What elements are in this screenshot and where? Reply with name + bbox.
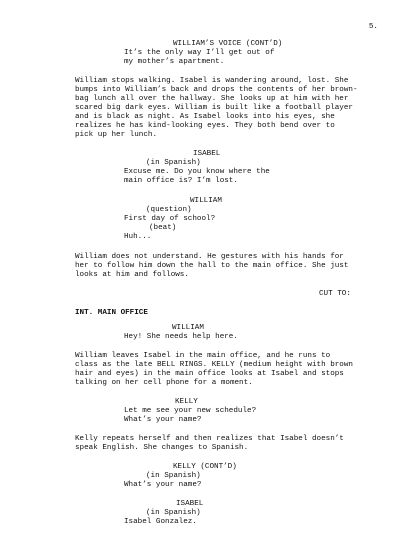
action-line: pick up her lunch. [75, 131, 158, 139]
action-line: bag lunch all over the hallway. She looks up at him with her [75, 95, 349, 103]
dialogue-line: Huh... [124, 233, 152, 241]
parenthetical: (in Spanish) [146, 159, 201, 167]
page-number: 5. [368, 23, 378, 31]
action-line: bumps into William’s back and drops the contents of her brown- [75, 86, 358, 94]
action-line: William leaves Isabel in the main office, and he runs to [75, 352, 331, 360]
character-cue: ISABEL [193, 150, 221, 158]
character-cue: ISABEL [176, 500, 204, 508]
dialogue-line: What’s your name? [124, 481, 202, 489]
dialogue-line: It’s the only way I’ll get out of [124, 49, 275, 57]
action-line: and is black as night. As Isabel looks into his eyes, she [75, 113, 335, 121]
character-cue: KELLY (CONT’D) [173, 463, 237, 471]
action-line: scared big dark eyes. William is built like a football player [75, 104, 353, 112]
action-line: William does not understand. He gestures with his hands for [75, 253, 344, 261]
parenthetical: (beat) [149, 224, 177, 232]
action-line: William stops walking. Isabel is wandering around, lost. She [75, 77, 349, 85]
dialogue-line: What’s your name? [124, 416, 202, 424]
character-cue: WILLIAM’S VOICE (CONT’D) [173, 40, 283, 48]
action-line: her to follow him down the hall to the main office. She just [75, 262, 349, 270]
action-line: realizes he has kind-looking eyes. They both bend over to [75, 122, 335, 130]
dialogue-line: main office is? I’m lost. [124, 177, 238, 185]
character-cue: WILLIAM [190, 197, 222, 205]
character-cue: WILLIAM [172, 324, 204, 332]
dialogue-line: my mother’s apartment. [124, 58, 225, 66]
dialogue-line: First day of school? [124, 215, 216, 223]
transition: CUT TO: [319, 290, 351, 298]
action-line: speak English. She changes to Spanish. [75, 444, 249, 452]
character-cue: KELLY [175, 398, 198, 406]
action-line: Kelly repeats herself and then realizes that Isabel doesn’t [75, 435, 344, 443]
parenthetical: (question) [146, 206, 192, 214]
action-line: talking on her cell phone for a moment. [75, 379, 253, 387]
dialogue-line: Let me see your new schedule? [124, 407, 257, 415]
parenthetical: (in Spanish) [146, 472, 201, 480]
action-line: class as the late BELL RINGS. KELLY (medium height with brown [75, 361, 353, 369]
action-line: hair and eyes) in the main office looks at Isabel and stops [75, 370, 344, 378]
dialogue-line: Hey! She needs help here. [124, 333, 238, 341]
dialogue-line: Isabel Gonzalez. [124, 518, 197, 526]
parenthetical: (in Spanish) [146, 509, 201, 517]
action-line: looks at him and follows. [75, 271, 189, 279]
scene-heading: INT. MAIN OFFICE [75, 309, 148, 317]
dialogue-line: Excuse me. Do you know where the [124, 168, 270, 176]
